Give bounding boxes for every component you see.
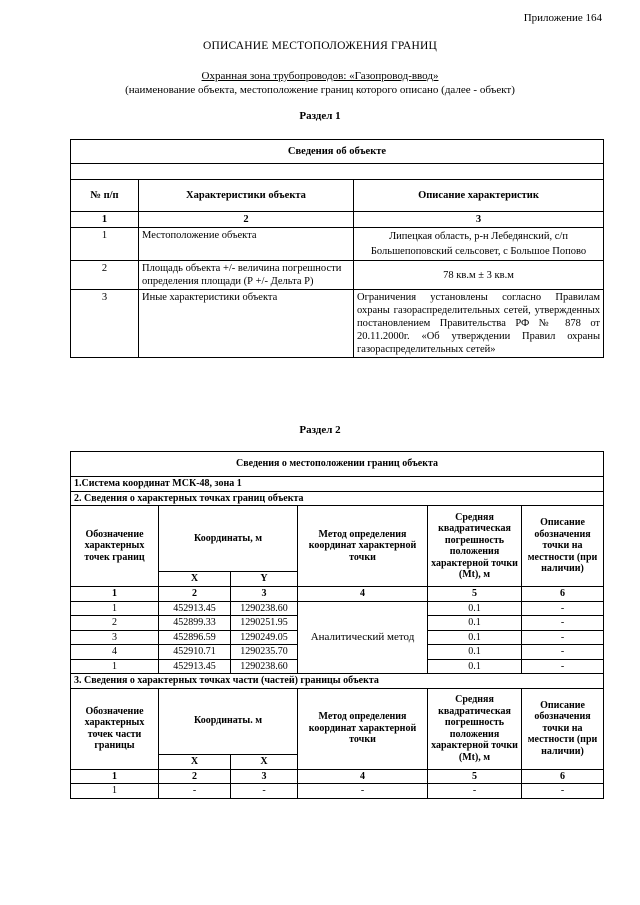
boundary-points-table [70,451,604,799]
row-description: Липецкая область, р-н Лебедянский, с/п Большепоповский сельсовет, с Большое Попово [354,228,604,261]
index-cell: 2 [139,212,354,228]
row-number: 3 [71,290,139,358]
part-point-method: - [298,784,428,799]
table-row [71,228,604,261]
object-name [0,70,640,82]
col-header-part-error: Средняя квадратическая погрешность положения характерной точки (Mt), м [428,688,522,769]
part-point-description: - [522,784,604,799]
col-header-point-description: Описание обозначения точки на местности (при наличии) [522,506,604,587]
point-y: 1290238.60 [231,659,298,674]
row-characteristic: Площадь объекта +/- величина погрешности определения площади (Р +/- Дельта Р) [139,261,354,290]
index-cell: 6 [522,587,604,602]
col-header-description: Описание характеристик [354,180,604,212]
point-id: 3 [71,630,159,645]
col-header-part-coordinates: Координаты. м [159,688,298,754]
object-name-text: Охранная зона трубопроводов: «Газопровод-ввод» [201,70,439,82]
part-point-x: - [159,784,231,799]
index-cell: 1 [71,769,159,784]
row-number: 1 [71,228,139,261]
table-row [71,784,604,799]
section-2-title: Раздел 2 [299,424,341,436]
point-y: 1290238.60 [231,601,298,616]
boundary-table-title: Сведения о местоположении границ объекта [71,452,604,477]
spacer-row [71,164,604,180]
point-error: 0.1 [428,630,522,645]
point-y: 1290235.70 [231,645,298,660]
point-x: 452913.45 [159,601,231,616]
point-x: 452913.45 [159,659,231,674]
col-header-part-x-second: X [231,754,298,769]
part-point-error: - [428,784,522,799]
table-row [71,290,604,358]
col-header-error: Средняя квадратическая погрешность положения характерной точки (Mt), м [428,506,522,587]
appendix-number: Приложение 164 [523,12,602,24]
col-header-coordinates: Координаты, м [159,506,298,572]
point-x: 452899.33 [159,616,231,631]
point-description: - [522,645,604,660]
col-header-part-method: Метод определения координат характерной точки [298,688,428,769]
index-cell: 6 [522,769,604,784]
point-description: - [522,630,604,645]
index-cell: 1 [71,587,159,602]
col-header-part-point: Обозначение характерных точек части границы [71,688,159,769]
index-cell: 1 [71,212,139,228]
point-description: - [522,659,604,674]
table-row [71,261,604,290]
col-header-x: X [159,572,231,587]
point-error: 0.1 [428,645,522,660]
index-cell: 4 [298,587,428,602]
point-x: 452910.71 [159,645,231,660]
table-row [71,601,604,616]
col-header-characteristic: Характеристики объекта [139,180,354,212]
row-description: Ограничения установлены согласно Правилам охраны газораспределительных сетей, утвержденных постановлением Правительства РФ № 878 от 20.11.2000г. «Об утверждении Правил охраны газораспределительных сетей» [354,290,604,358]
boundary-points-subtitle: 2. Сведения о характерных точках границ объекта [71,491,604,506]
point-y: 1290251.95 [231,616,298,631]
object-info-table [70,139,604,358]
row-number: 2 [71,261,139,290]
document-title: ОПИСАНИЕ МЕСТОПОЛОЖЕНИЯ ГРАНИЦ [202,40,438,52]
object-info-table-title: Сведения об объекте [71,140,604,164]
section-1-title: Раздел 1 [299,110,341,122]
index-cell: 5 [428,587,522,602]
point-id: 1 [71,659,159,674]
col-header-number: № п/п [71,180,139,212]
point-error: 0.1 [428,616,522,631]
coordinate-system: 1.Система координат МСК-48, зона 1 [71,477,604,492]
row-characteristic: Иные характеристики объекта [139,290,354,358]
index-cell: 3 [231,769,298,784]
index-cell: 3 [231,587,298,602]
row-description: 78 кв.м ± 3 кв.м [354,261,604,290]
point-error: 0.1 [428,659,522,674]
part-points-subtitle: 3. Сведения о характерных точках части (частей) границы объекта [71,674,604,689]
point-error: 0.1 [428,601,522,616]
point-id: 1 [71,601,159,616]
col-header-y: Y [231,572,298,587]
point-x: 452896.59 [159,630,231,645]
index-cell: 5 [428,769,522,784]
index-cell: 2 [159,587,231,602]
col-header-part-description: Описание обозначения точки на местности (при наличии) [522,688,604,769]
point-id: 2 [71,616,159,631]
row-characteristic: Местоположение объекта [139,228,354,261]
part-point-y: - [231,784,298,799]
point-description: - [522,601,604,616]
method-cell: Аналитический метод [298,601,428,674]
col-header-part-x: X [159,754,231,769]
index-cell: 3 [354,212,604,228]
object-name-note: (наименование объекта, местоположение границ которого описано (далее - объект) [125,84,515,96]
point-y: 1290249.05 [231,630,298,645]
point-description: - [522,616,604,631]
col-header-method: Метод определения координат характерной точки [298,506,428,587]
point-id: 4 [71,645,159,660]
col-header-point: Обозначение характерных точек границ [71,506,159,587]
part-point-id: 1 [71,784,159,799]
index-cell: 4 [298,769,428,784]
index-cell: 2 [159,769,231,784]
